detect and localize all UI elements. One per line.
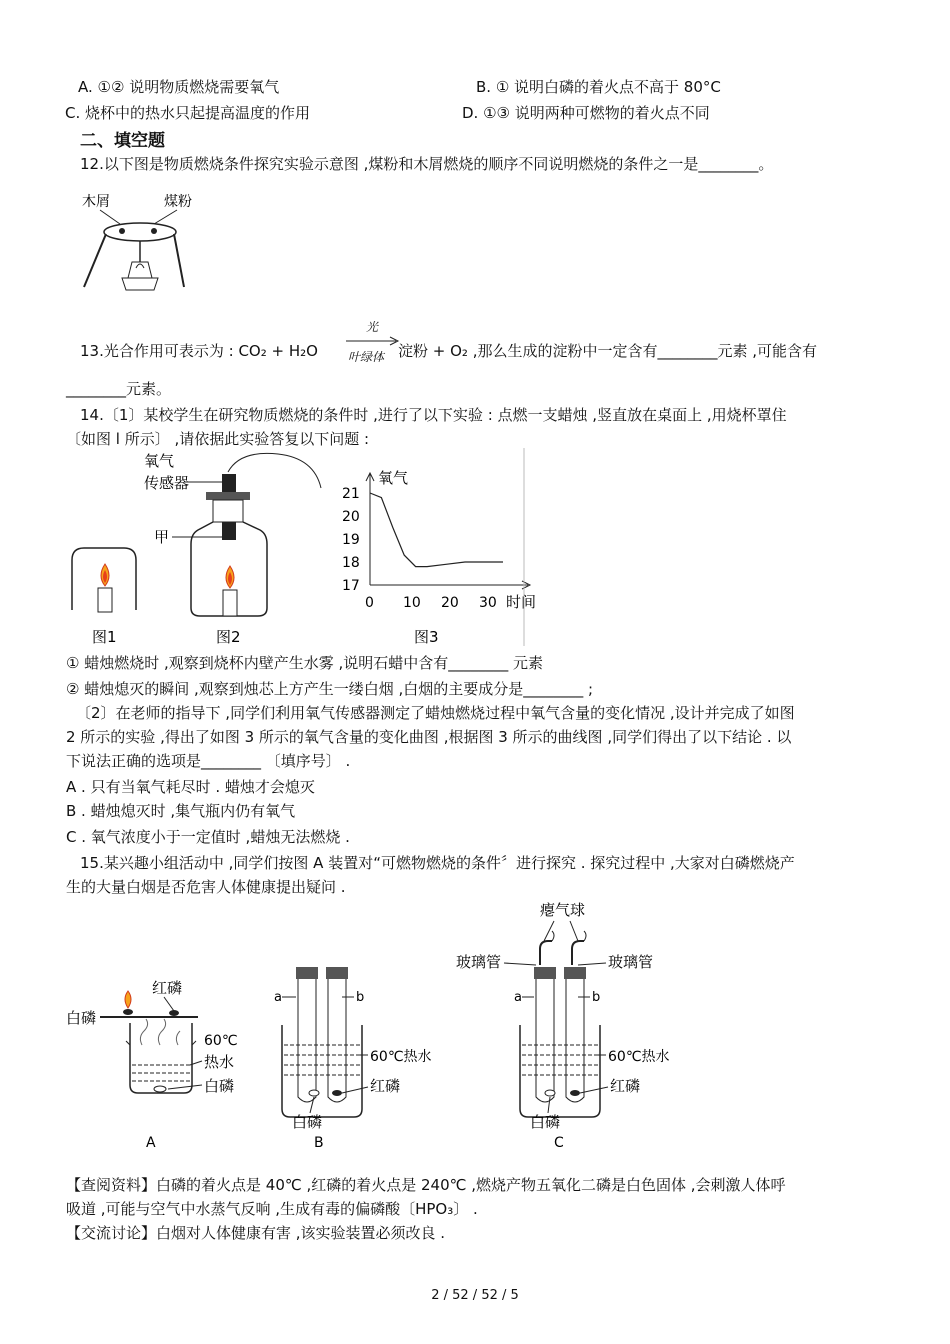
q15-discussion: 【交流讨论】白烟对人体健康有害 ,该实验装置必须改良 . xyxy=(66,1224,446,1242)
option-a: A. ①② 说明物质燃烧需要氧气 xyxy=(78,78,280,96)
q14-figures xyxy=(66,448,537,648)
figC-a-label: a xyxy=(514,990,522,1005)
question-13-prefix: 13.光合作用可表示为 : CO₂ + H₂O xyxy=(80,342,318,360)
option-c: C. 烧杯中的热水只起提高温度的作用 xyxy=(65,104,311,122)
q14-sub1: ① 蜡烛燃烧时 ,观察到烧杯内壁产生水雾 ,说明石蜡中含有________ 元素 xyxy=(66,654,544,672)
question-15-line2: 生的大量白烟是否危害人体健康提出疑问 . xyxy=(66,878,346,896)
fig2-jia-label: 甲 xyxy=(154,528,170,546)
figC-tube-left-label: 玻璃管 xyxy=(456,953,502,971)
question-15-line1: 15.某兴趣小组活动中 ,同学们按图 A 装置对“可燃物燃烧的条件〞进行探究 . 探究过程中 ,大家对白磷燃烧产 xyxy=(80,854,795,872)
x-tick-label: 30 xyxy=(479,595,497,611)
question-14-line1: 14.〔1〕某校学生在研究物质燃烧的条件时 ,进行了以下实验 : 点燃一支蜡烛 ,竖直放在桌面上 ,用烧杯罩住 xyxy=(80,406,787,424)
fig3-label: 图3 xyxy=(414,628,439,646)
fig2-sensor-line1: 氧气 xyxy=(144,452,175,470)
q15-info-line1: 【查阅资料】白磷的着火点是 40℃ ,红磷的着火点是 240℃ ,燃烧产物五氧化二磷是白色固体 ,会刺激人体呼 xyxy=(66,1176,786,1194)
figC-red-label: 红磷 xyxy=(610,1077,641,1095)
option-b: B. ① 说明白磷的着火点不高于 80°C xyxy=(476,78,721,96)
option-d: D. ①③ 说明两种可燃物的着火点不同 xyxy=(462,104,710,122)
q12-figure xyxy=(72,182,212,297)
figB-b-label: b xyxy=(356,990,365,1005)
oxygen-series-line xyxy=(370,493,503,567)
figA-white-p-label: 白磷 xyxy=(66,1009,97,1027)
q14-sub2: ② 蜡烛熄灭的瞬间 ,观察到烛芯上方产生一缕白烟 ,白烟的主要成分是________ ; xyxy=(66,680,594,698)
x-axis-label: 时间 xyxy=(506,593,537,611)
x-tick-label: 20 xyxy=(441,595,459,611)
figC-tube-right-label: 玻璃管 xyxy=(608,953,654,971)
q13-arrow-icon xyxy=(346,336,400,346)
q13-arrow-top: 光 xyxy=(365,320,378,334)
figC-water-label: 60℃热水 xyxy=(608,1049,670,1065)
figA-red-p-label: 红磷 xyxy=(152,979,183,997)
y-tick-label: 18 xyxy=(342,555,360,571)
fig1-label: 图1 xyxy=(92,628,117,646)
figC-label: C xyxy=(554,1135,564,1151)
figA-white-p2-label: 白磷 xyxy=(204,1077,235,1095)
page-footer: 2 / 52 / 52 / 5 xyxy=(431,1288,519,1303)
figC-white-label: 白磷 xyxy=(530,1113,561,1131)
figB-white-label: 白磷 xyxy=(292,1113,323,1131)
figB-water-label: 60℃热水 xyxy=(370,1049,432,1065)
q14-option-c: C . 氧气浓度小于一定值时 ,蜡烛无法燃烧 . xyxy=(66,828,350,846)
fig2-label: 图2 xyxy=(216,628,241,646)
q14-part2-line3: 下说法正确的选项是________ 〔填序号〕 . xyxy=(66,752,351,770)
question-13-line2: ________元素。 xyxy=(66,380,172,398)
q12-label-left: 木屑 xyxy=(82,194,110,210)
q15-figures xyxy=(60,895,700,1160)
y-tick-label: 17 xyxy=(342,578,360,594)
x-tick-label: 10 xyxy=(403,595,421,611)
q14-option-a: A . 只有当氧气耗尽时 . 蜡烛才会熄灭 xyxy=(66,778,315,796)
q14-part2-line2: 2 所示的实验 ,得出了如图 3 所示的氧气含量的变化曲图 ,根据图 3 所示的曲线图 ,同学们得出了以下结论 . 以 xyxy=(66,728,792,746)
y-tick-label: 21 xyxy=(342,486,360,502)
q15-info-line2: 吸道 ,可能与空气中水蒸气反响 ,生成有毒的偏磷酸〔HPO₃〕 . xyxy=(66,1200,478,1218)
q13-arrow-bottom: 叶绿体 xyxy=(348,350,385,364)
figB-label: B xyxy=(314,1135,324,1151)
y-tick-label: 20 xyxy=(342,509,360,525)
q14-part2-line1: 〔2〕在老师的指导下 ,同学们利用氧气传感器测定了蜡烛燃烧过程中氧气含量的变化情况 ,设计并完成了如图 xyxy=(76,704,795,722)
figB-red-label: 红磷 xyxy=(370,1077,401,1095)
question-13-suffix: 淀粉 + O₂ ,那么生成的淀粉中一定含有________元素 ,可能含有 xyxy=(398,342,817,360)
figC-balloon-label: 瘪气球 xyxy=(540,901,586,919)
x-tick-label: 0 xyxy=(365,595,374,611)
fig2-sensor-line2: 传感器 xyxy=(144,474,190,492)
q12-label-right: 煤粉 xyxy=(164,194,192,210)
figC-b-label: b xyxy=(592,990,601,1005)
figA-label: A xyxy=(146,1135,156,1151)
y-tick-label: 19 xyxy=(342,532,360,548)
figB-a-label: a xyxy=(274,990,282,1005)
q14-option-b: B . 蜡烛熄灭时 ,集气瓶内仍有氧气 xyxy=(66,802,296,820)
figA-temp-label: 60℃ xyxy=(204,1033,238,1049)
question-14-line2: 〔如图 l 所示〕 ,请依据此实验答复以下问题 : xyxy=(66,430,370,448)
section-heading: 二、填空题 xyxy=(80,131,165,151)
figA-water-label: 热水 xyxy=(204,1053,235,1071)
oxygen-chart xyxy=(342,469,536,611)
y-axis-label: 氧气 xyxy=(378,469,409,487)
question-12: 12.以下图是物质燃烧条件探究实验示意图 ,煤粉和木屑燃烧的顺序不同说明燃烧的条件之一是________。 xyxy=(80,155,774,173)
